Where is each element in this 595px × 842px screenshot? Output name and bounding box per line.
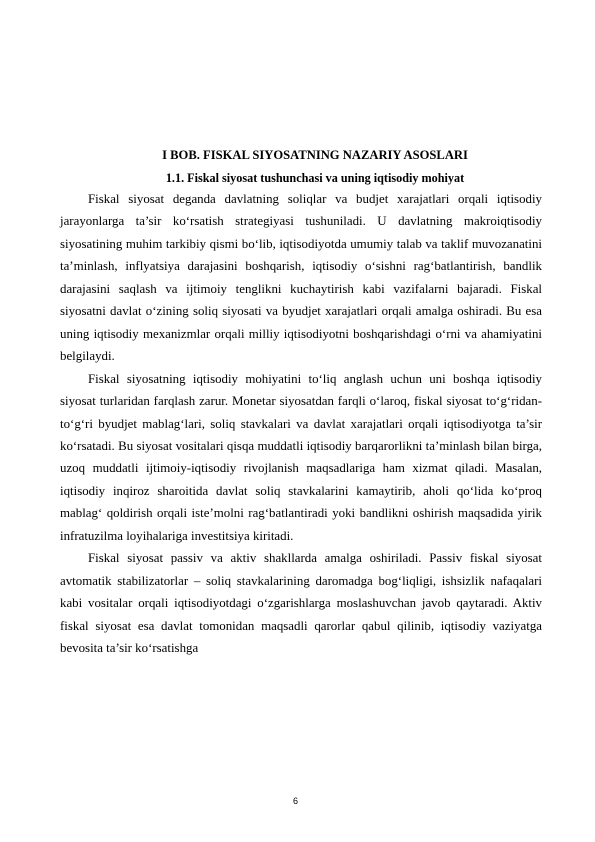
body-text bbox=[60, 188, 542, 660]
paragraph-3: Fiskal siyosat passiv va aktiv shakllarda amalga oshiriladi. Passiv fiskal siyosat avtomatik stabilizatorlar – soliq stavkalarining daromadga bog‘liqligi, ishsizlik nafaqalari kabi vositalar orqali iqtisodiyotdagi o‘zgarishlarga moslashuvchan javob qaytaradi. Aktiv fiskal siyosat esa davlat tomonidan maqsadli qarorlar qabul qilinib, iqtisodiy vaziyatga bevosita ta’sir ko‘rsatishga bbox=[60, 551, 542, 656]
paragraph-2: Fiskal siyosatning iqtisodiy mohiyatini to‘liq anglash uchun uni boshqa iqtisodiy siyosat turlaridan farqlash zarur. Monetar siyosatdan farqli o‘laroq, fiskal siyosat to‘g‘ridan-to‘g‘ri byudjet mablag‘lari, soliq stavkalari va davlat xarajatlari orqali iqtisodiyotga ta’sir ko‘rsatadi. Bu siyosat vositalari qisqa muddatli iqtisodiy barqarorlikni ta’minlash bilan birga, uzoq muddatli ijtimoiy-iqtisodiy rivojlanish maqsadlariga ham xizmat qiladi. Masalan, iqtisodiy inqiroz sharoitida davlat soliq stavkalarini kamaytirib, aholi qo‘lida ko‘proq mablag‘ qoldirish orqali iste’molni rag‘batlantiradi yoki bandlikni oshirish maqsadida yirik infratuzilma loyihalariga investitsiya kiritadi. bbox=[60, 371, 542, 543]
page-number: 6 bbox=[292, 796, 298, 806]
paragraph-1: Fiskal siyosat deganda davlatning soliqlar va budjet xarajatlari orqali iqtisodiy jarayonlarga ta’sir ko‘rsatish strategiyasi tushuniladi. U davlatning makroiqtisodiy siyosatining muhim tarkibiy qismi bo‘lib, iqtisodiyotda umumiy talab va taklif muvozanatini ta’minlash, inflyatsiya darajasini boshqarish, iqtisodiy o‘sishni rag‘batlantirish, bandlik darajasini saqlash va ijtimoiy tenglikni kuchaytirish kabi vazifalarni bajaradi. Fiskal siyosatni davlat o‘zining soliq siyosati va byudjet xarajatlari orqali amalga oshiradi. Bu esa uning iqtisodiy mexanizmlar orqali milliy iqtisodiyotni boshqarishdagi o‘rni va ahamiyatini belgilaydi. bbox=[60, 192, 542, 364]
section-title: 1.1. Fiskal siyosat tushunchasi va uning iqtisodiy mohiyat bbox=[165, 171, 465, 185]
chapter-title: I BOB. FISKAL SIYOSATNING NAZARIY ASOSLARI bbox=[162, 148, 468, 162]
